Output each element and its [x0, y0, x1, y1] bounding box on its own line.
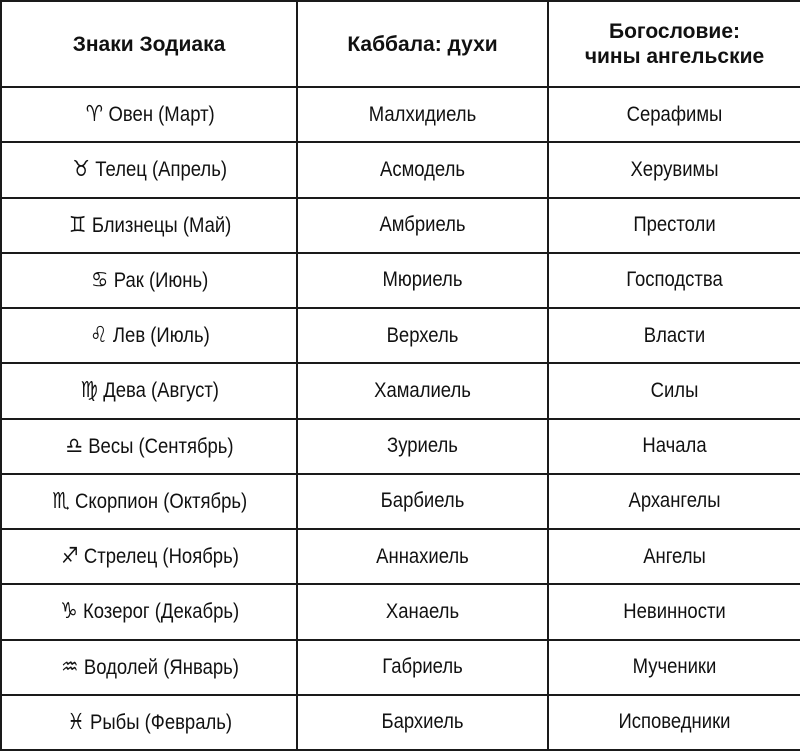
zodiac-sign-content [88, 323, 209, 348]
zodiac-sign-label: Скорпион (Октябрь) [75, 489, 248, 513]
zodiac-sign-cell [1, 308, 297, 363]
zodiac-sign-cell [1, 198, 297, 253]
table-row [1, 419, 800, 474]
table-row [1, 695, 800, 750]
table-row [1, 308, 800, 363]
header-theology-ranks [548, 1, 800, 87]
zodiac-sign-label: Близнецы (Май) [91, 213, 232, 237]
angelic-rank-cell: Престоли [563, 198, 786, 253]
table-row [1, 640, 800, 695]
scorpio-icon: ♏ [52, 488, 70, 514]
zodiac-sign-label: Овен (Март) [108, 103, 215, 127]
table-row [1, 87, 800, 142]
zodiac-sign-content [89, 268, 208, 293]
table-row [1, 253, 800, 308]
zodiac-sign-cell [1, 253, 297, 308]
virgo-icon: ♍ [80, 378, 99, 404]
table-row [1, 529, 800, 584]
zodiac-sign-cell [1, 87, 297, 142]
kabbalah-spirit-cell: Бархиель [312, 695, 533, 750]
zodiac-sign-content [84, 102, 215, 127]
kabbalah-spirit-cell: Габриель [312, 640, 533, 695]
angelic-rank-cell: Начала [563, 419, 786, 474]
zodiac-sign-content [59, 544, 239, 569]
zodiac-sign-content [59, 599, 240, 624]
angelic-rank-cell: Архангелы [563, 474, 786, 529]
zodiac-sign-content [64, 434, 234, 459]
kabbalah-spirit-cell: Аннахиель [312, 529, 533, 584]
zodiac-sign-cell [1, 529, 297, 584]
zodiac-sign-label: Водолей (Январь) [83, 655, 239, 679]
kabbalah-spirit-cell: Барбиель [312, 474, 533, 529]
header-kabbalah-spirits: Каббала: духи [297, 1, 548, 87]
table-row [1, 584, 800, 639]
aries-icon: ♈ [85, 102, 103, 128]
zodiac-sign-label: Стрелец (Ноябрь) [83, 545, 239, 569]
pisces-icon: ♓ [67, 709, 85, 735]
zodiac-sign-cell [1, 474, 297, 529]
cancer-icon: ♋ [91, 267, 109, 293]
angelic-rank-cell: Серафимы [563, 87, 786, 142]
table-row [1, 363, 800, 418]
taurus-icon: ♉ [72, 157, 91, 183]
angelic-rank-cell: Силы [563, 363, 786, 418]
kabbalah-spirit-cell: Амбриель [312, 198, 533, 253]
angelic-rank-cell: Власти [563, 308, 786, 363]
table-row [1, 474, 800, 529]
kabbalah-spirit-cell: Зуриель [312, 419, 533, 474]
header-zodiac-signs: Знаки Зодиака [1, 1, 297, 87]
zodiac-sign-label: Козерог (Декабрь) [83, 600, 240, 624]
zodiac-sign-cell [1, 363, 297, 418]
sagittarius-icon: ♐ [61, 544, 79, 570]
zodiac-sign-content [59, 655, 239, 680]
zodiac-sign-content [66, 710, 233, 735]
zodiac-sign-label: Дева (Август) [103, 379, 220, 403]
zodiac-sign-cell [1, 640, 297, 695]
angelic-rank-cell: Ангелы [563, 529, 786, 584]
header-theology-line2: чины ангельские [584, 45, 765, 68]
table-row [1, 198, 800, 253]
zodiac-sign-cell [1, 142, 297, 197]
zodiac-sign-cell [1, 695, 297, 750]
zodiac-sign-label: Телец (Апрель) [95, 158, 228, 182]
angelic-rank-cell: Господства [563, 253, 786, 308]
angelic-rank-cell: Невинности [563, 584, 786, 639]
header-theology-line1: Богословие: [608, 20, 740, 43]
zodiac-sign-label: Весы (Сентябрь) [88, 434, 235, 458]
kabbalah-spirit-cell: Верхель [312, 308, 533, 363]
zodiac-sign-content [79, 378, 219, 403]
table-row [1, 142, 800, 197]
leo-icon: ♌ [90, 323, 108, 349]
angelic-rank-cell: Мученики [563, 640, 786, 695]
libra-icon: ♎ [65, 433, 84, 459]
kabbalah-spirit-cell: Асмодель [312, 142, 533, 197]
zodiac-sign-cell [1, 584, 297, 639]
zodiac-sign-cell [1, 419, 297, 474]
aquarius-icon: ♒ [61, 654, 79, 680]
angelic-rank-cell: Херувимы [563, 142, 786, 197]
kabbalah-spirit-cell: Мюриель [312, 253, 533, 308]
zodiac-sign-label: Рак (Июнь) [114, 268, 209, 292]
kabbalah-spirit-cell: Малхидиель [312, 87, 533, 142]
angelic-rank-cell: Исповедники [563, 695, 786, 750]
zodiac-sign-label: Лев (Июль) [112, 324, 210, 348]
capricorn-icon: ♑ [60, 599, 78, 625]
kabbalah-spirit-cell: Ханаель [312, 584, 533, 639]
gemini-icon: ♊ [68, 212, 87, 238]
zodiac-sign-content [71, 157, 227, 182]
zodiac-sign-content [67, 213, 231, 238]
zodiac-sign-content [51, 489, 248, 514]
zodiac-sign-label: Рыбы (Февраль) [90, 710, 233, 734]
header-row [1, 1, 800, 87]
kabbalah-spirit-cell: Хамалиель [312, 363, 533, 418]
